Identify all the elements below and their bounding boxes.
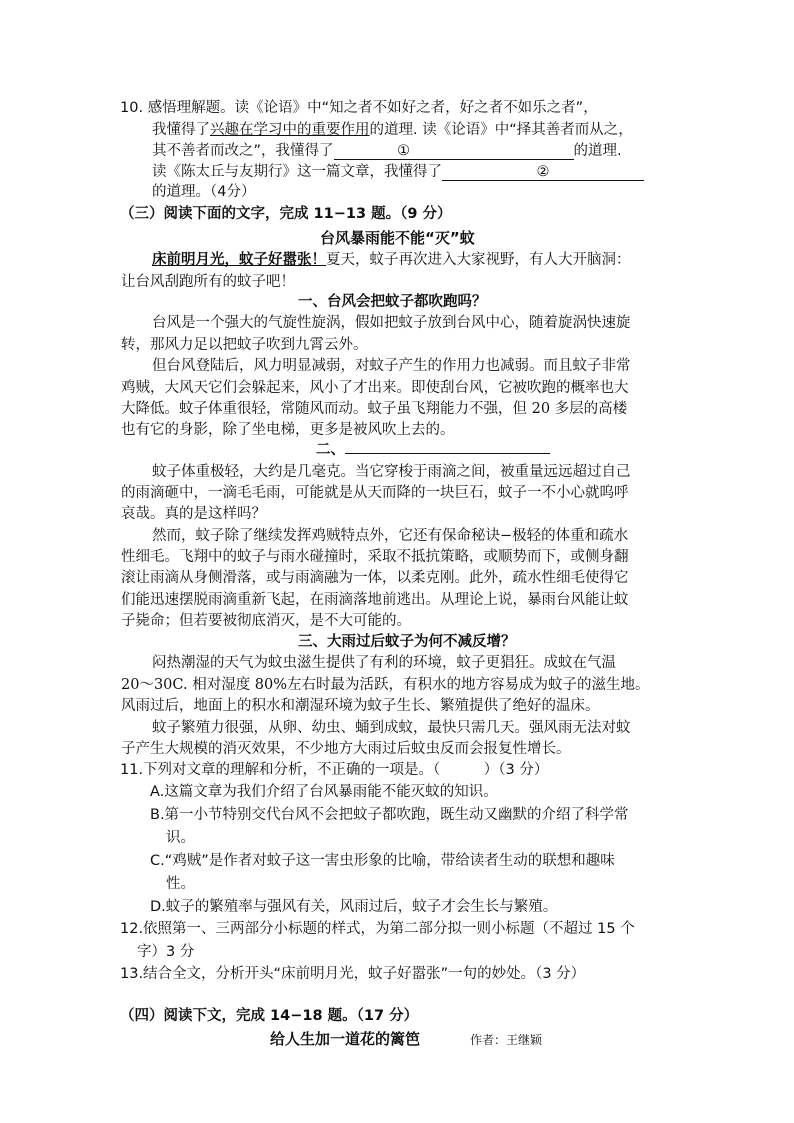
section3-header: （三）阅读下面的文字，完成 11−13 题。（9 分） [120,206,452,222]
p4-line4: 们能迅速摆脱雨滴重新飞起，在雨滴落地前逃出。从理论上说，暴雨台风能让蚊 [121,592,629,608]
answer-blank-1[interactable] [334,143,574,160]
p2-line3: 大降低。蚊子体重很轻，常随风而动。蚊子虽飞翔能力不强，但 20 多层的高楼 [121,401,628,417]
q10-line2-pre: 我懂得了 [152,122,210,138]
intro-rest: 夏天，蚊子再次进入大家视野，有人大开脑洞： [326,252,631,268]
p2-line2: 鸡贼，大风天它们会躲起来，风小了才出来。即使刮台风，它被吹跑的概率也大 [121,380,629,396]
blank-1-marker: ① [397,143,411,159]
p5-line2: 20～30C. 相对湿度 80%左右时最为活跃，有积水的地方容易成为蚊子的滋生地。 [121,677,650,693]
q11-stem: 11.下列对文章的理解和分析，不正确的一项是。（ ）（3 分） [120,762,549,778]
q11-option-a: A.这篇文章为我们介绍了台风暴雨能不能灭蚊的知识。 [150,784,498,800]
blank-2-marker: ② [536,164,550,180]
q12-line1: 12.依照第一、三两部分小标题的样式，为第二部分拟一则小标题（不超过 15 个 [120,921,635,937]
section3-title: 台风暴雨能不能“灭”蚊 [320,229,475,247]
p2-line4: 也有它的身影，除了坐电梯，更多是被风吹上去的。 [121,422,455,438]
p2-line1: 但台风登陆后，风力明显减弱，对蚊子产生的作用力也减弱。而且蚊子非常 [152,358,631,374]
q13: 13.结合全文，分析开头“床前明月光，蚊子好嚣张”一句的妙处。（3 分） [120,966,586,982]
q11-option-b-cont: 识。 [166,830,195,846]
p4-line1: 然而，蚊子除了继续发挥鸡贼特点外，它还有保命秘诀−极轻的体重和疏水 [152,528,629,544]
q11-option-c-cont: 性。 [166,876,195,892]
p3-line1: 蚊子体重极轻，大约是几毫克。当它穿梭于雨滴之间，被重量远远超过自己 [152,464,631,480]
q10-underlined-answer: 兴趣在学习中的重要作用 [210,122,370,138]
section4-author: 作者：王继颖 [470,1033,543,1047]
intro-line1 [152,250,631,270]
q11-option-b: B.第一小节特别交代台风不会把蚊子都吹跑，既生动又幽默的介绍了科学常 [150,807,629,823]
section4-header: （四）阅读下文，完成 14−18 题。（17 分） [120,1008,419,1024]
p1-line1: 台风是一个强大的气旋性旋涡，假如把蚊子放到台风中心，随着旋涡快速旋 [152,315,631,331]
p5-line1: 闷热潮湿的天气为蚊虫滋生提供了有利的环境，蚊子更猖狂。成蚊在气温 [152,655,616,671]
p6-line1: 蚊子繁殖力很强，从卵、幼虫、蛹到成蚊，最快只需几天。强风雨无法对蚊 [152,720,631,736]
intro-underlined: 床前明月光，蚊子好嚣张！ [152,251,326,268]
p4-line3: 滚让雨滴从身侧滑落，或与雨滴融为一体，以柔克刚。此外，疏水性细毛使得它 [121,570,629,586]
q12-line2: 字）3 分 [137,944,195,960]
p4-line5: 子毙命；但若要被彻底消灭，是不大可能的。 [121,613,411,629]
subtitle-2 [316,439,550,460]
p1-line2: 转，那风力足以把蚊子吹到九霄云外。 [121,337,368,353]
p3-line3: 哀哉。真的是这样吗？ [121,506,266,522]
q10-line2-post: 的道理. 读《论语》中“择其善者而从之， [369,122,633,138]
intro-line2: 让台风刮跑所有的蚊子吧！ [121,274,295,290]
p4-line2: 性细毛。飞翔中的蚊子与雨水碰撞时，采取不抵抗策略，或顺势而下，或侧身翻 [121,549,629,565]
q10-line4 [152,162,644,182]
answer-blank-2[interactable] [442,164,644,181]
p5-line3: 风雨过后，地面上的积水和潮湿环境为蚊子生长、繁殖提供了绝好的温床。 [121,698,600,714]
q10-line3-post: 的道理. [573,143,622,159]
q10-line5: 的道理。（4分） [152,184,256,200]
q10-line2 [152,120,633,140]
q10-line3-pre: 其不善者而改之”，我懂得了 [152,143,334,159]
p3-line2: 的雨滴砸中，一滴毛毛雨，可能就是从天而降的一块巨石，蚊子一不小心就呜呼 [121,485,629,501]
q10-line1: 10. 感悟理解题。读《论语》中“知之者不如好之者，好之者不如乐之者”， [120,100,598,116]
section4-title: 给人生加一道花的篱笆 [270,1030,421,1048]
subtitle-1: 一、台风会把蚊子都吹跑吗？ [298,293,487,310]
p6-line2: 子产生大规模的消灭效果，不少地方大雨过后蚊虫反而会报复性增长。 [121,741,571,757]
q10-line3 [152,141,622,161]
q10-line4-pre: 读《陈太丘与友期行》这一篇文章，我懂得了 [152,164,442,180]
subtitle-2-blank[interactable] [345,439,550,454]
q11-option-c: C.“鸡贼”是作者对蚊子这一害虫形象的比喻，带给读者生动的联想和趣味 [150,853,615,869]
subtitle-2-label: 二、 [316,441,345,458]
q11-option-d: D.蚊子的繁殖率与强风有关，风雨过后，蚊子才会生长与繁殖。 [150,899,558,915]
subtitle-3: 三、大雨过后蚊子为何不减反增？ [298,633,516,650]
